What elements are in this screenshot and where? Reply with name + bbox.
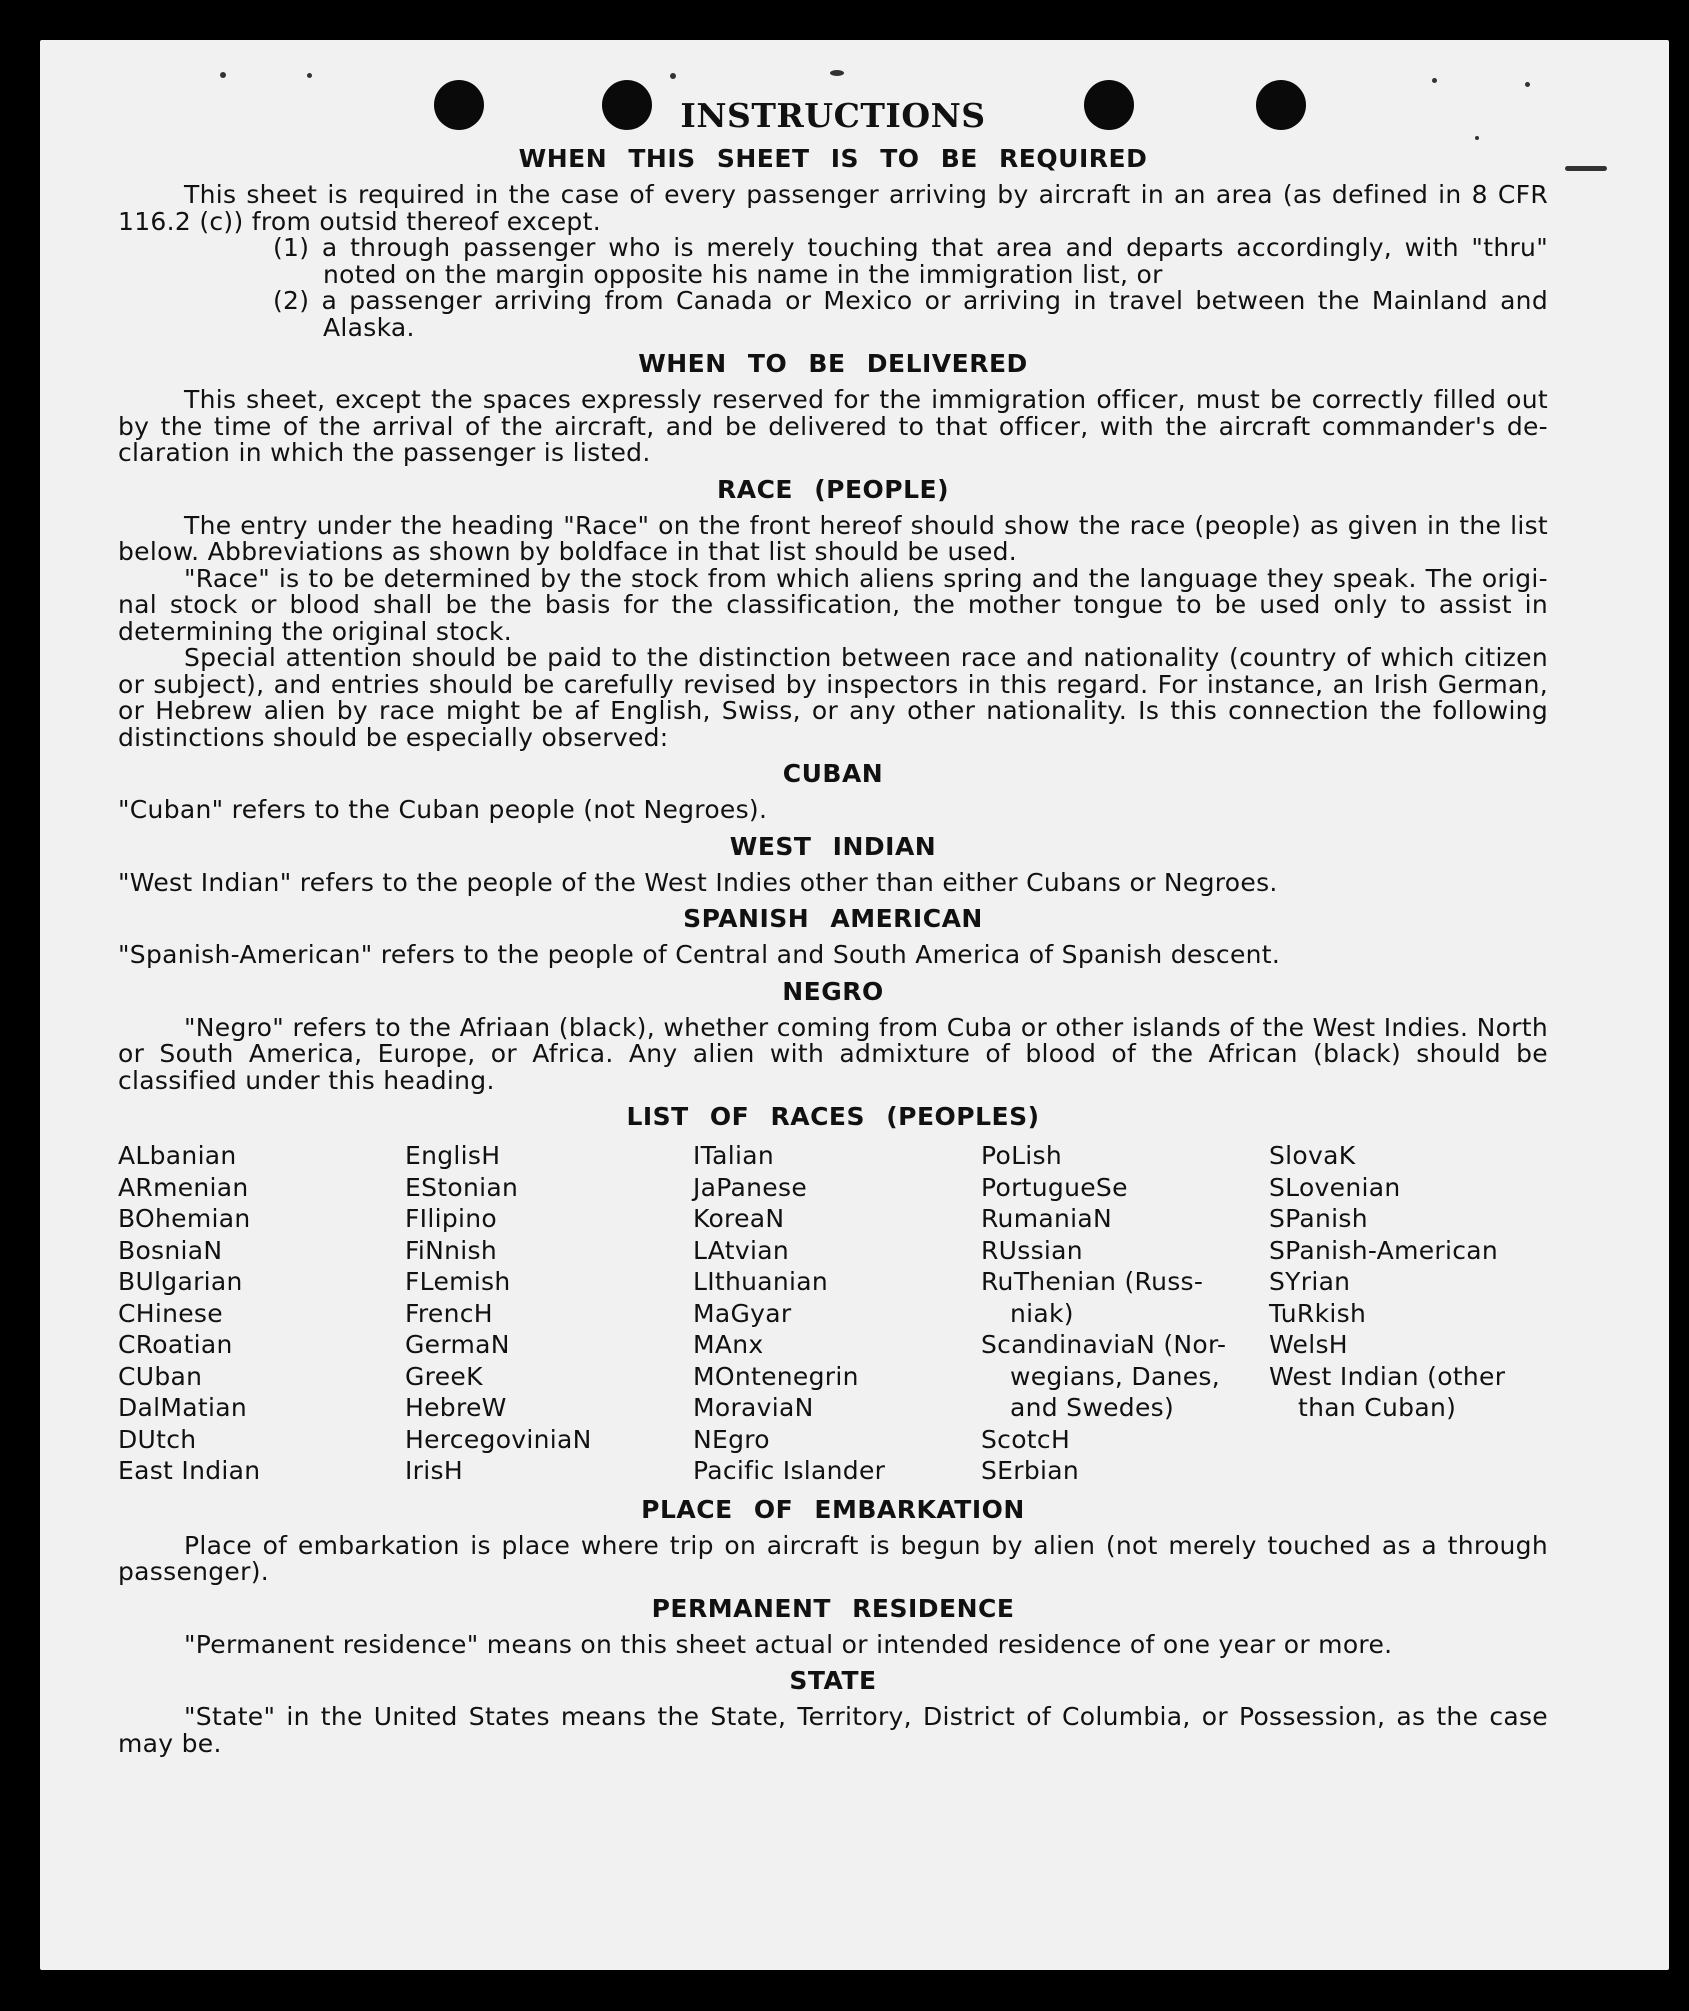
race-entry: PoLish [981, 1141, 1063, 1170]
race-entry: CUban [118, 1361, 203, 1391]
race-entry: NEgro [693, 1424, 770, 1454]
dust-speck [220, 72, 226, 78]
races-column [981, 1140, 1269, 1487]
race-entry: ScotcH [981, 1424, 1071, 1454]
heading-when-delivered: WHEN TO BE DELIVERED [638, 349, 1028, 378]
heading-spanish-american: SPANISH AMERICAN [683, 904, 983, 933]
races-list [118, 1140, 1548, 1487]
race-entry: than Cuban) [1298, 1393, 1457, 1422]
heading-west-indian: WEST INDIAN [729, 831, 937, 861]
race-entry: SLovenian [1269, 1172, 1401, 1202]
heading-when-required: WHEN THIS SHEET IS TO BE REQUIRED [518, 144, 1148, 173]
race-entry: East Indian [118, 1456, 261, 1485]
dust-speck [1432, 78, 1437, 83]
race-entry: Pacific Islander [693, 1456, 886, 1485]
race-entry: wegians, Danes, [1010, 1361, 1220, 1391]
race-entry: JaPanese [693, 1172, 807, 1202]
race-entry: WelsH [1269, 1330, 1348, 1359]
race-entry: BOhemian [118, 1204, 251, 1233]
race-entry: MAnx [693, 1330, 764, 1359]
race-entry: FiNnish [405, 1235, 497, 1265]
race-entry: SYrian [1269, 1267, 1351, 1296]
race-entry: EStonian [405, 1172, 519, 1202]
race-entry: ALbanian [118, 1141, 237, 1170]
race-entry: GreeK [405, 1361, 483, 1391]
race-entry: BosniaN [118, 1235, 223, 1265]
paragraph: Place of embarkation is place where trip on aircraft is begun by alien (not merely touched as a through passenger). [118, 1530, 1548, 1586]
heading-negro: NEGRO [782, 976, 884, 1006]
race-entry: SPanish-American [1269, 1235, 1499, 1265]
race-entry: DalMatian [118, 1393, 248, 1422]
race-entry: HercegoviniaN [405, 1424, 592, 1454]
paragraph: "Spanish-American" refers to the people of Central and South America of Spanish descent. [118, 940, 1281, 969]
dust-speck [1525, 82, 1530, 87]
paragraph: The entry under the heading "Race" on the front hereof should show the race (people) as given in the list below. Abbreviations as shown by boldface in that list should be used. [118, 510, 1548, 566]
paragraph: "West Indian" refers to the people of the West Indies other than either Cubans or Negroes. [118, 867, 1278, 897]
races-column [118, 1140, 405, 1487]
heading-race: RACE (PEOPLE) [716, 474, 950, 504]
race-entry: LIthuanian [693, 1267, 829, 1296]
paragraph: "Cuban" refers to the Cuban people (not Negroes). [118, 795, 768, 824]
race-entry: IrisH [405, 1456, 463, 1485]
page-title: INSTRUCTIONS [680, 96, 986, 135]
dust-speck [670, 73, 676, 79]
race-entry: ScandinaviaN (Nor- [981, 1330, 1227, 1359]
race-entry: BUlgarian [118, 1267, 243, 1296]
race-entry: RumaniaN [981, 1204, 1112, 1233]
race-entry: SlovaK [1269, 1141, 1356, 1170]
race-entry: MOntenegrin [693, 1361, 859, 1391]
paragraph: "Race" is to be determined by the stock from which aliens spring and the language they speak. The origi-nal stock or blood shall be the basis for the classification, the mother tongue to be used only to assist in determining the original stock. [118, 563, 1548, 646]
race-entry: CRoatian [118, 1330, 233, 1359]
race-entry: FrencH [405, 1298, 493, 1328]
heading-embarkation: PLACE OF EMBARKATION [641, 1494, 1025, 1524]
race-entry: MoraviaN [693, 1393, 814, 1422]
heading-state: STATE [789, 1666, 877, 1695]
race-entry: SPanish [1269, 1204, 1368, 1233]
paragraph: "Negro" refers to the Afriaan (black), whether coming from Cuba or other islands of the West Indies. North or South America, Europe, or Africa. Any alien with admixture of blood of the African (black) should be classified under this heading. [118, 1012, 1548, 1095]
race-entry: PortugueSe [981, 1172, 1128, 1202]
list-item: (2) a passenger arriving from Canada or Mexico or arriving in travel between the Mainland and Alaska. [273, 286, 1548, 342]
list-item: (1) a through passenger who is merely touching that area and departs accordingly, with "thru" noted on the margin opposite his name in the immigration list, or [273, 233, 1548, 289]
race-entry: RuThenian (Russ- [981, 1267, 1204, 1296]
race-entry: MaGyar [693, 1298, 792, 1328]
heading-cuban: CUBAN [782, 759, 884, 788]
race-entry: KoreaN [693, 1204, 785, 1233]
race-entry: RUssian [981, 1235, 1083, 1265]
races-column [405, 1140, 693, 1487]
heading-permanent-residence: PERMANENT RESIDENCE [651, 1593, 1015, 1623]
dust-speck [830, 70, 844, 76]
paragraph: This sheet is required in the case of every passenger arriving by aircraft in an area (as defined in 8 CFR 116.2 (c)) from outsid thereof except. [118, 180, 1548, 236]
race-entry: and Swedes) [1010, 1393, 1175, 1422]
race-entry: GermaN [405, 1330, 510, 1359]
race-entry: TuRkish [1269, 1298, 1367, 1328]
race-entry: SErbian [981, 1456, 1080, 1485]
dust-speck [307, 73, 312, 78]
paragraph: Special attention should be paid to the distinction between race and nationality (country of which citizen or subject), and entries should be carefully revised by inspectors in this regard. For instance, an Irish German, or Hebrew alien by race might be af English, Swiss, or any other nationality. Is this connection the following distinctions should be especially observed: [118, 643, 1548, 752]
heading-list-of-races: LIST OF RACES (PEOPLES) [626, 1102, 1040, 1131]
paragraph: "Permanent residence" means on this sheet actual or intended residence of one year or more. [184, 1629, 1393, 1659]
race-entry: FLemish [405, 1267, 511, 1296]
race-entry: DUtch [118, 1424, 197, 1454]
race-entry: CHinese [118, 1298, 223, 1328]
race-entry: ARmenian [118, 1172, 249, 1202]
instructions-body [118, 96, 1548, 1757]
race-entry: FIlipino [405, 1204, 497, 1233]
dust-speck [1565, 166, 1607, 171]
race-entry: HebreW [405, 1393, 507, 1422]
race-entry: EnglisH [405, 1141, 501, 1170]
race-entry: West Indian (other [1269, 1361, 1506, 1391]
race-entry: LAtvian [693, 1235, 789, 1265]
paragraph: This sheet, except the spaces expressly reserved for the immigration officer, must be correctly filled out by the time of the arrival of the aircraft, and be delivered to that officer, with the aircraft commander's de-claration in which the passenger is listed. [118, 385, 1548, 467]
races-column [1269, 1140, 1548, 1487]
races-column [693, 1140, 981, 1487]
race-entry: ITalian [693, 1141, 774, 1170]
race-entry: niak) [1010, 1298, 1074, 1328]
paragraph: "State" in the United States means the State, Territory, District of Columbia, or Possession, as the case may be. [118, 1702, 1548, 1758]
